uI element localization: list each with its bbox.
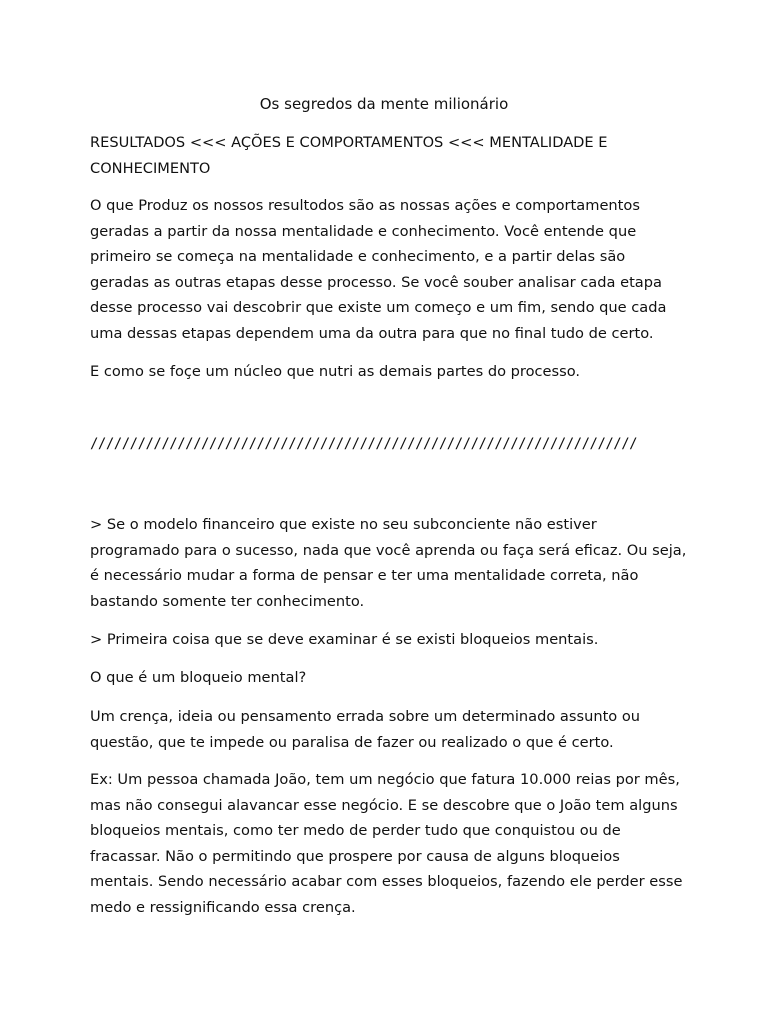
paragraph-line: medo e ressignificando essa crença. [90, 898, 356, 916]
slash-divider: ///////////////////////////////////////////////////////////////////// [90, 436, 638, 452]
heading-line: RESULTADOS <<< AÇÕES E COMPORTAMENTOS <<< MENTALIDADE E [90, 134, 608, 151]
paragraph-line: E como se foçe um núcleo que nutri as demais partes do processo. [90, 363, 581, 380]
paragraph-line: uma dessas etapas dependem uma da outra para que no final tudo de certo. [90, 324, 654, 342]
paragraph-line: primeiro se começa na mentalidade e conhecimento, e a partir delas são [90, 248, 626, 265]
paragraph-line: programado para o sucesso, nada que você aprenda ou faça será eficaz. Ou seja, [90, 541, 687, 559]
question-line: O que é um bloqueio mental? [90, 669, 307, 686]
paragraph-first-thing [90, 627, 686, 653]
paragraph-line: Um crença, ideia ou pensamento errada sobre um determinado assunto ou [90, 708, 641, 725]
paragraph-line: questão, que te impede ou paralisa de fazer ou realizado o que é certo. [90, 733, 614, 751]
paragraph-financial-model [90, 512, 686, 614]
paragraph-line: geradas as outras etapas desse processo. Se você souber analisar cada etapa [90, 273, 662, 291]
heading-line: CONHECIMENTO [90, 159, 211, 177]
paragraph-line: mas não consegui alavancar esse negócio. E se descobre que o João tem alguns [90, 796, 678, 814]
paragraph-line: mentais. Sendo necessário acabar com esses bloqueios, fazendo ele perder esse [90, 873, 683, 890]
paragraph-line: fracassar. Não o permitindo que prospere por causa de alguns bloqueios [90, 847, 620, 865]
paragraph-definition [90, 704, 686, 755]
paragraph-line: bloqueios mentais, como ter medo de perder tudo que conquistou ou de [90, 822, 621, 839]
paragraph-results [90, 193, 686, 346]
document-title: Os segredos da mente milionário [259, 95, 509, 113]
paragraph-line: desse processo vai descobrir que existe um começo e um fim, sendo que cada [90, 299, 667, 316]
question-heading [90, 665, 686, 691]
paragraph-line: bastando somente ter conhecimento. [90, 592, 365, 610]
paragraph-line: Ex: Um pessoa chamada João, tem um negócio que fatura 10.000 reias por mês, [90, 771, 680, 788]
paragraph-example [90, 767, 686, 920]
section-heading [90, 130, 686, 181]
paragraph-line: > Se o modelo financeiro que existe no seu subconciente não estiver [90, 516, 597, 533]
paragraph-line: > Primeira coisa que se deve examinar é se existi bloqueios mentais. [90, 631, 599, 648]
paragraph-nucleus [90, 359, 686, 385]
paragraph-line: O que Produz os nossos resultodos são as nossas ações e comportamentos [90, 197, 640, 214]
paragraph-line: geradas a partir da nossa mentalidade e conhecimento. Você entende que [90, 222, 637, 240]
paragraph-line: é necessário mudar a forma de pensar e ter uma mentalidade correta, não [90, 567, 639, 584]
